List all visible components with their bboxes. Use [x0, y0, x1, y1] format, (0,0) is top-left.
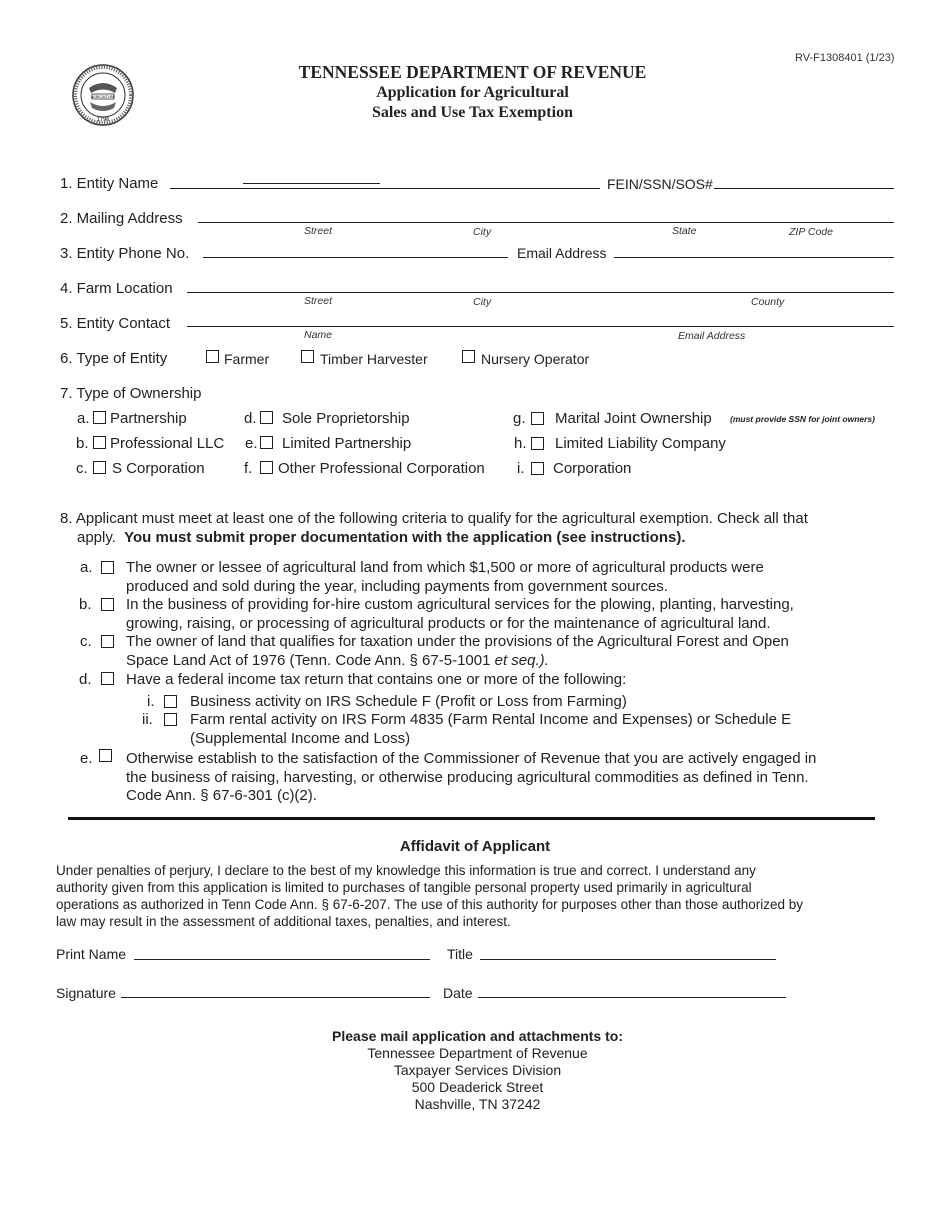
- street-caption: Street: [304, 225, 333, 237]
- criteria-d-text: Have a federal income tax return that contains one or more of the following:: [126, 671, 627, 688]
- marital-joint-checkbox[interactable]: [531, 412, 544, 425]
- criteria-d-letter: d.: [79, 671, 92, 688]
- form-title-line2: Sales and Use Tax Exemption: [372, 104, 573, 121]
- date-field[interactable]: [478, 997, 786, 998]
- ownership-letter-h: h.: [514, 435, 527, 452]
- criteria-e-checkbox[interactable]: [99, 749, 112, 762]
- limited-partnership-label: Limited Partnership: [282, 435, 412, 452]
- signature-label: Signature: [56, 985, 116, 1001]
- criteria-e-letter: e.: [80, 750, 93, 767]
- form-title-line1: Application for Agricultural: [376, 84, 569, 101]
- criteria-d-i-checkbox[interactable]: [164, 695, 177, 708]
- state-seal-icon: [72, 64, 134, 126]
- affidavit-line3: operations as authorized in Tenn Code Ann. § 67-6-207. The use of this authority for purposes other than those authorized by: [56, 897, 803, 912]
- other-professional-corp-checkbox[interactable]: [260, 461, 273, 474]
- marital-joint-note: (must provide SSN for joint owners): [730, 414, 875, 424]
- timber-harvester-label: Timber Harvester: [320, 351, 428, 367]
- criteria-c-checkbox[interactable]: [101, 635, 114, 648]
- mailing-heading: Please mail application and attachments to:: [332, 1028, 623, 1044]
- criteria-c-text: [126, 633, 789, 670]
- affidavit-line4: law may result in the assessment of additional taxes, penalties, and interest.: [56, 914, 511, 929]
- nursery-operator-checkbox[interactable]: [462, 350, 475, 363]
- criteria-d-checkbox[interactable]: [101, 672, 114, 685]
- seal-inner-text: AGRICULTURE: [90, 95, 116, 99]
- other-professional-corp-label: Other Professional Corporation: [278, 460, 485, 477]
- criteria-d-ii-letter: ii.: [142, 711, 153, 728]
- email-field[interactable]: [614, 257, 894, 258]
- date-label: Date: [443, 985, 473, 1001]
- professional-llc-label: Professional LLC: [110, 435, 225, 452]
- ownership-label: 7. Type of Ownership: [60, 385, 202, 402]
- professional-llc-checkbox[interactable]: [93, 436, 106, 449]
- entity-type-label: 6. Type of Entity: [60, 350, 168, 367]
- criteria-d-ii-text: [190, 711, 791, 748]
- criteria-b-text: [126, 596, 794, 633]
- corporation-label: Corporation: [553, 460, 632, 477]
- phone-label: 3. Entity Phone No.: [60, 245, 190, 262]
- farm-location-field[interactable]: [187, 292, 894, 293]
- fein-label: FEIN/SSN/SOS#: [607, 176, 713, 192]
- corporation-checkbox[interactable]: [531, 462, 544, 475]
- criteria-d-ii-line1: Farm rental activity on IRS Form 4835 (Farm Rental Income and Expenses) or Schedule E: [190, 711, 792, 728]
- entity-name-field-divider: [243, 183, 380, 184]
- criteria-c-et-seq: et seq.).: [494, 651, 549, 669]
- criteria-a-checkbox[interactable]: [101, 561, 114, 574]
- nursery-operator-label: Nursery Operator: [481, 351, 590, 367]
- criteria-c-letter: c.: [80, 633, 92, 650]
- ownership-letter-d: d.: [244, 410, 257, 427]
- print-name-field[interactable]: [134, 959, 430, 960]
- criteria-c-line1: The owner of land that qualifies for taxation under the provisions of the Agricultural Forest and Open: [126, 633, 789, 650]
- llc-label: Limited Liability Company: [555, 435, 726, 452]
- state-caption: State: [672, 225, 697, 237]
- county-caption: County: [751, 296, 785, 308]
- ownership-letter-g: g.: [513, 410, 526, 427]
- farm-street-caption: Street: [304, 295, 333, 307]
- farmer-label: Farmer: [224, 351, 270, 367]
- marital-joint-label: Marital Joint Ownership: [555, 410, 712, 427]
- mailing-line2: Taxpayer Services Division: [393, 1062, 562, 1078]
- ownership-letter-f: f.: [244, 460, 253, 477]
- mailing-address: [0, 1045, 950, 1113]
- ownership-letter-e: e.: [245, 435, 258, 452]
- sole-proprietorship-label: Sole Proprietorship: [282, 410, 410, 427]
- mailing-line4: Nashville, TN 37242: [414, 1096, 541, 1112]
- mailing-address-label: 2. Mailing Address: [60, 210, 183, 227]
- phone-field[interactable]: [203, 257, 508, 258]
- criteria-c-line2-wrap: [126, 652, 789, 671]
- fein-field[interactable]: [714, 188, 894, 189]
- llc-checkbox[interactable]: [531, 437, 544, 450]
- criteria-a-letter: a.: [80, 559, 93, 576]
- city-caption: City: [473, 226, 492, 238]
- sole-proprietorship-checkbox[interactable]: [260, 411, 273, 424]
- mailing-line1: Tennessee Department of Revenue: [367, 1045, 588, 1061]
- criteria-e-line1: Otherwise establish to the satisfaction of the Commissioner of Revenue that you are actively engaged in: [126, 750, 817, 767]
- criteria-b-checkbox[interactable]: [101, 598, 114, 611]
- ownership-letter-b: b.: [76, 435, 89, 452]
- affidavit-line2: authority given from this application is limited to purchases of tangible personal property used primarily in agricultural: [56, 880, 752, 895]
- zip-caption: ZIP Code: [789, 226, 833, 238]
- ownership-letter-a: a.: [77, 410, 90, 427]
- seal-year: 1796: [96, 117, 110, 123]
- partnership-checkbox[interactable]: [93, 411, 106, 424]
- criteria-e-line2: the business of raising, harvesting, or otherwise producing agricultural commodities as defined in Tenn.: [126, 768, 809, 786]
- criteria-b-letter: b.: [79, 596, 92, 613]
- criteria-e-line3: Code Ann. § 67-6-301 (c)(2).: [126, 787, 317, 804]
- limited-partnership-checkbox[interactable]: [260, 436, 273, 449]
- criteria-b-line1: In the business of providing for-hire custom agricultural services for the plowing, planting, harvesting,: [126, 596, 794, 613]
- entity-name-field[interactable]: [170, 188, 600, 189]
- ownership-letter-i: i.: [517, 460, 525, 477]
- criteria-c-line2: Space Land Act of 1976 (Tenn. Code Ann. § 67-5-1001: [126, 651, 491, 669]
- print-name-label: Print Name: [56, 946, 127, 962]
- criteria-a-line1: The owner or lessee of agricultural land from which $1,500 or more of agricultural products were: [126, 559, 764, 576]
- criteria-intro-apply: apply.: [77, 529, 116, 546]
- contact-email-caption: Email Address: [678, 330, 746, 342]
- farm-location-label: 4. Farm Location: [60, 280, 173, 297]
- department-name: TENNESSEE DEPARTMENT OF REVENUE: [298, 62, 647, 82]
- affidavit-line1: Under penalties of perjury, I declare to the best of my knowledge this information is true and correct. I understand any: [56, 863, 756, 878]
- affidavit-text: [56, 862, 803, 930]
- section-divider: [68, 817, 875, 820]
- farmer-checkbox[interactable]: [206, 350, 219, 363]
- form-number: RV-F1308401 (1/23): [795, 52, 895, 64]
- ownership-letter-c: c.: [76, 460, 88, 477]
- signature-field[interactable]: [121, 997, 430, 998]
- contact-name-caption: Name: [304, 329, 333, 341]
- criteria-d-ii-checkbox[interactable]: [164, 713, 177, 726]
- mailing-line3: 500 Deaderick Street: [411, 1079, 544, 1095]
- farm-city-caption: City: [473, 296, 492, 308]
- criteria-d-i-text: Business activity on IRS Schedule F (Profit or Loss from Farming): [190, 693, 627, 710]
- criteria-e-text: [126, 750, 816, 806]
- entity-contact-field[interactable]: [187, 326, 894, 327]
- entity-contact-label: 5. Entity Contact: [60, 315, 171, 332]
- criteria-documentation-note: You must submit proper documentation with the application (see instructions).: [124, 529, 686, 546]
- criteria-d-i-letter: i.: [147, 693, 155, 710]
- title-field[interactable]: [480, 959, 776, 960]
- entity-name-label: 1. Entity Name: [60, 175, 159, 192]
- s-corporation-label: S Corporation: [112, 460, 205, 477]
- criteria-intro-line2: [77, 529, 686, 546]
- criteria-intro: 8. Applicant must meet at least one of the following criteria to qualify for the agricultural exemption. Check all that: [60, 510, 808, 527]
- criteria-a-text: [126, 559, 764, 596]
- mailing-address-field[interactable]: [198, 222, 894, 223]
- criteria-b-line2: growing, raising, or processing of agricultural products or for the maintenance of agricultural land.: [126, 614, 771, 632]
- criteria-a-line2: produced and sold during the year, including payments from government sources.: [126, 577, 668, 595]
- s-corporation-checkbox[interactable]: [93, 461, 106, 474]
- affidavit-heading: Affidavit of Applicant: [399, 838, 551, 855]
- title-label: Title: [447, 946, 473, 962]
- timber-harvester-checkbox[interactable]: [301, 350, 314, 363]
- email-label: Email Address: [517, 245, 607, 261]
- partnership-label: Partnership: [110, 410, 187, 427]
- criteria-d-ii-line2: (Supplemental Income and Loss): [190, 729, 411, 747]
